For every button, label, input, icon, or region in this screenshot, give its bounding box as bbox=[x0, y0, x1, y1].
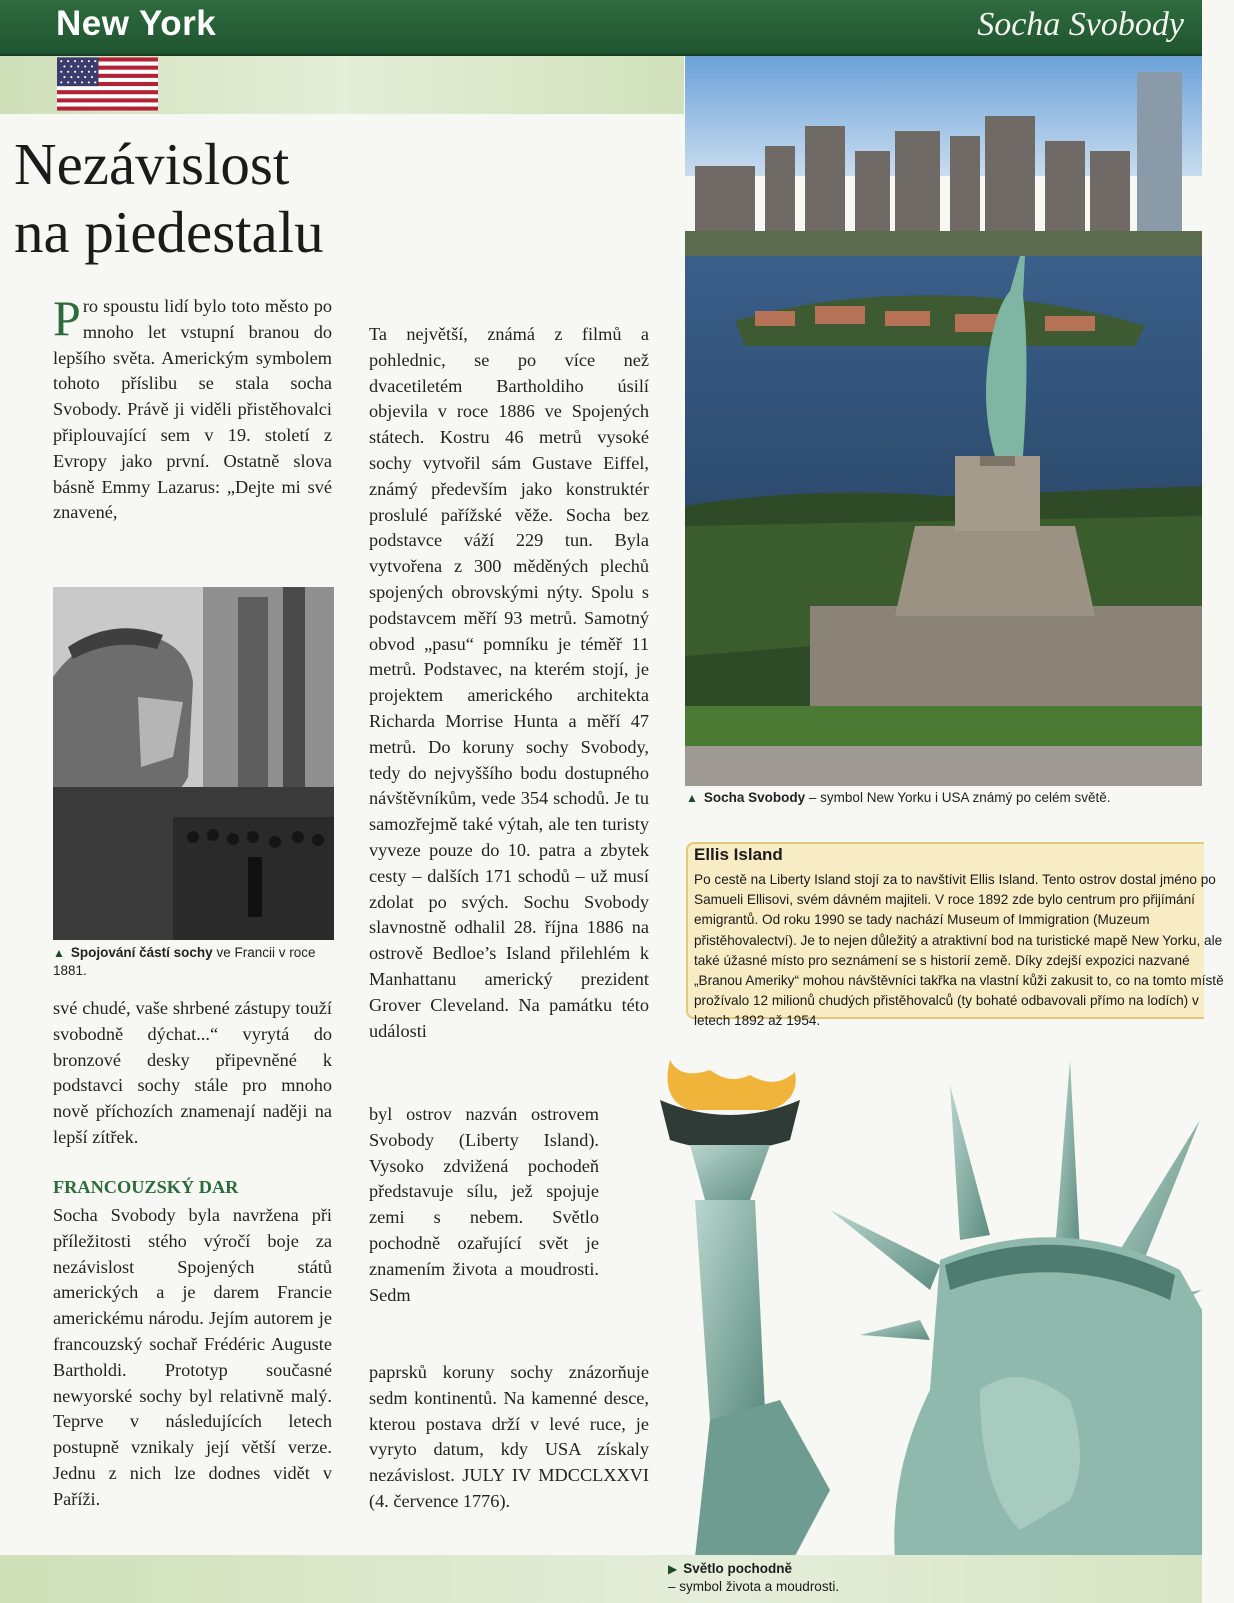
statue-torch-crown-image bbox=[600, 1060, 1202, 1603]
francouzsky-dar-paragraph: Socha Svobody byla navržena při příležitosti stého výročí boje za nezávislost Spojených států amerických a je darem Francie americkému národu. Jejím autorem je francouzský sochař Frédéric Auguste Bartholdi. Prototyp současné newyorské sochy byl relativně malý. Teprve v následujících letech postupně vznikaly její větší verze. Jednu z nich lze dodnes vidět v Paříži. bbox=[53, 1205, 332, 1509]
ellis-island-title: Ellis Island bbox=[694, 845, 783, 864]
caption-triangle-icon: ▲ bbox=[53, 946, 65, 960]
footer-green-band bbox=[0, 1555, 1202, 1603]
torch-caption: ▶ Světlo pochodně – symbol života a moudrosti. bbox=[668, 1561, 840, 1594]
us-flag-icon bbox=[57, 56, 158, 112]
quote-paragraph: své chudé, vaše shrbené zástupy touží svobodně dýchat...“ vyrytá do bronzové desky připevněné k podstavci sochy stále pro mnoho nově příchozích znamenají naději na lepší zítřek. bbox=[53, 998, 332, 1147]
main-column-bottom-paragraph: paprsků koruny sochy znázorňuje sedm kontinentů. Na kamenné desce, kterou postava drží v levé ruce, je vyryto datum, kdy USA získaly nezávislost. JULY IV MDCCLXXVI (4. července 1776). bbox=[369, 1362, 649, 1511]
ellis-island-box bbox=[686, 842, 1224, 1029]
engraving-caption: ▲ Spojování částí sochy ve Francii v roce 1881. bbox=[53, 945, 316, 978]
headline-line-2: na piedestalu bbox=[14, 199, 324, 265]
caption-triangle-icon: ▲ bbox=[686, 791, 698, 805]
article-headline bbox=[14, 130, 324, 266]
section-subheading: FRANCOUZSKÝ DAR bbox=[53, 1177, 239, 1197]
statue-aerial-photo bbox=[685, 56, 1202, 786]
caption-triangle-icon: ▶ bbox=[668, 1562, 678, 1576]
engraving-image bbox=[53, 587, 334, 940]
headline-line-1: Nezávislost bbox=[14, 131, 290, 197]
photo-caption: ▲ Socha Svobody – symbol New Yorku i USA známý po celém světě. bbox=[686, 790, 1111, 805]
main-column-paragraph: Ta největší, známá z filmů a pohlednic, se po více než dvacetiletém Bartholdiho úsilí objevila v roce 1886 ve Spojených státech. Kostru 46 metrů vysoké sochy vytvořil sám Gustave Eiffel, známý především jako konstruktér proslulé pařížské věže. Socha bez podstavce váží 229 tun. Byla vytvořena z 300 měděných plechů spojených obrovskými nýty. Spolu s podstavcem měří 93 metrů. Samotný obvod „pasu“ pomníku je téměř 11 metrů. Podstavec, na kterém stojí, je projektem amerického architekta Richarda Morrise Hunta a měří 47 metrů. Do koruny sochy Svobody, tedy do nejvyššího bodu dostupného návštěvníkům, vede 354 schodů. Je tu samozřejmě také výtah, ale ten turisty vyveze pouze do 10. patra a zbytek cesty – dalších 171 schodů – už musí zdolat po svých. Sochu Svobody slavnostně odhalil 28. října 1886 na ostrově Bedloe’s Island přilehlém k Manhattanu americký prezident Grover Cleveland. Na památku této události bbox=[369, 324, 649, 1041]
intro-paragraph bbox=[53, 290, 332, 526]
drop-cap: P bbox=[53, 290, 81, 346]
main-column-narrow-paragraph: byl ostrov nazván ostrovem Svobody (Liberty Island). Vysoko zdvižená pochodeň představuje sílu, jež spojuje zemi s nebem. Světlo pochodně ozařující svět je znamením života a moudrosti. Sedm bbox=[369, 1104, 599, 1305]
ellis-island-text: Po cestě na Liberty Island stojí za to navštívit Ellis Island. Tento ostrov dostal jméno po Samueli Ellisovi, svém dávném majiteli. V roce 1892 zde bylo centrum pro přijímání emigrantů. Od roku 1990 se tady nachází Museum of Immigration (Muzeum přistěhovalectví). Je to nejen důležitý a atraktivní bod na turistické mapě New Yorku, ale také úžasné místo pro seznámení se s historií země. Díky zdejší expozici nazvané „Branou Ameriky“ mohou návštěvníci takřka na vlastní kůži zakusit to, co na tomto místě prožívalo 12 milionů chudých přistěhovalců (ty bohaté odbavovali přímo na lodích) v letech 1892 až 1954. bbox=[694, 872, 1224, 1029]
intro-text: ro spoustu lidí bylo toto město po mnoho let vstupní branou do lepšího světa. Americkým symbolem tohoto příslibu se stala socha Svobody. Právě ji viděli přistěhovalci připlouvající sem v 19. století z Evropy jako první. Ostatně slova básně Emmy Lazarus: „Dejte mi své znavené, bbox=[53, 296, 332, 523]
section-title: New York bbox=[56, 4, 217, 43]
subsection-title: Socha Svobody bbox=[977, 6, 1184, 43]
